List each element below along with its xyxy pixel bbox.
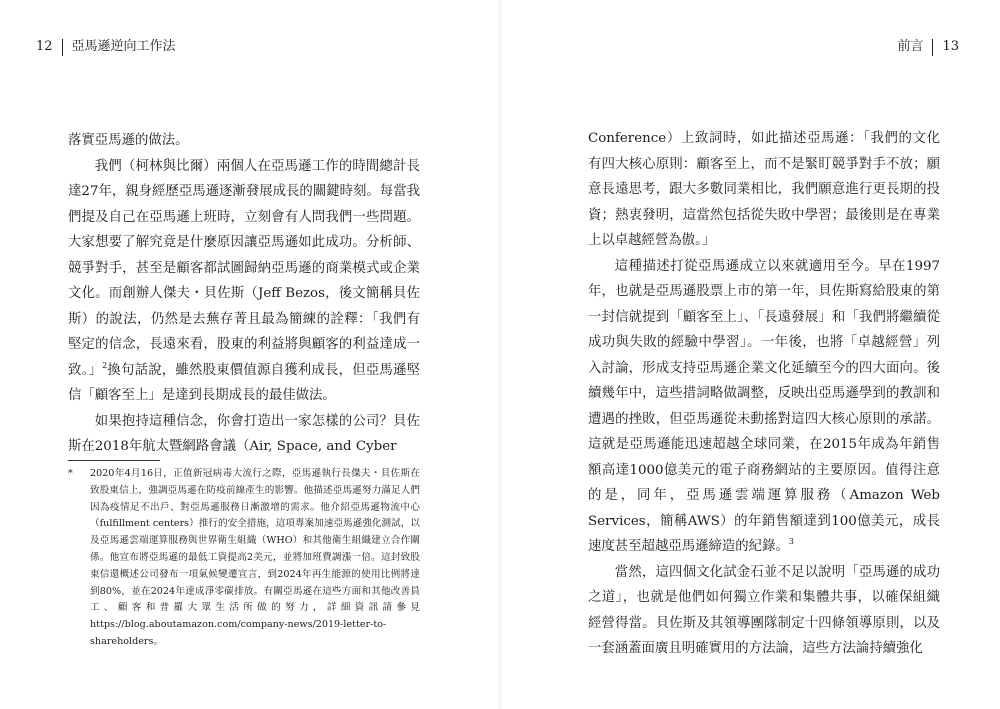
- header-divider: [62, 39, 63, 56]
- header-divider: [932, 39, 933, 56]
- right-page-header: [897, 38, 959, 56]
- footnote-marker: *: [68, 468, 73, 479]
- body-paragraph: [588, 254, 940, 560]
- paragraph-text: 換句話說，雖然股東價值源自獲利成長，但亞馬遜堅信「顧客至上」是達到長期成長的最佳做法。: [68, 362, 420, 403]
- body-paragraph: 落實亞馬遜的做法。: [68, 133, 189, 148]
- paragraph-text: 這種描述打從亞馬遜成立以來就適用至今。早在1997年，也就是亞馬遜股票上市的第一年，貝佐斯寫給股東的第一封信就提到「顧客至上」、「長遠發展」和「我們將繼續從成功與失敗的經驗中學習」。一年後，也將「卓越經營」列入討論，形成支持亞馬遜企業文化延續至今的四大面向。後續幾年中，這些措詞略做調整，反映出亞馬遜學到的教訓和遭遇的挫敗，但亞馬遜從未動搖對這四大核心原則的承諾。這就是亞馬遜能迅速超越全球同業，在2015年成為年銷售額高達1000億美元的電子商務網站的主要原因。值得注意的是，同年，亞馬遜雲端運算服務（Amazon Web Services，簡稱AWS）的年銷售額達到100億美元，成長速度甚至超越亞馬遜締造的紀錄。: [588, 258, 940, 554]
- running-title-chapter: 前言: [897, 39, 924, 54]
- right-page-body: [588, 126, 940, 662]
- footnote-rule: [68, 460, 160, 461]
- body-paragraph: 如果抱持這種信念，你會打造出一家怎樣的公司？貝佐斯在2018年航太暨網路會議（Air, Space, and Cyber: [68, 413, 420, 454]
- body-paragraph: 當然，這四個文化試金石並不足以說明「亞馬遜的成功之道」，也就是他們如何獨立作業和集體共事，以確保組織經營得當。貝佐斯及其領導團隊制定十四條領導原則，以及一套涵蓋面廣且明確實用的方法論，這些方法論持續強化: [588, 564, 940, 656]
- left-page-header: [36, 38, 176, 56]
- paragraph-text: 我們（柯林與比爾）兩個人在亞馬遜工作的時間總計長達27年，親身經歷亞馬遜逐漸發展成長的關鍵時刻。每當我們提及自己在亞馬遜上班時，立刻會有人問我們一些問題。大家想要了解究竟是什麼原因讓亞馬遜如此成功。分析師、競爭對手，甚至是顧客都試圖歸納亞馬遜的商業模式或企業文化。而創辦人傑夫・貝佐斯（Jeff Bezos，後文簡稱貝佐斯）的說法，仍然是去蕪存菁且最為簡練的詮釋：「我們有堅定的信念，長遠來看，股東的利益將與顧客的利益達成一致。」: [68, 158, 420, 378]
- footnote-text: 2020年4月16日，正值新冠病毒大流行之際，亞馬遜執行長傑夫・貝佐斯在致股東信上，強調亞馬遜在防疫前線產生的影響。他描述亞馬遜努力滿足人們因為疫情足不出戶、對亞馬遜服務日漸激增的需求。他介紹亞馬遜物流中心（fulfillment centers）推行的安全措施，這項專案加速亞馬遜強化測試，以及亞馬遜雲端運算服務與世界衛生組織（WHO）和其他衛生組織建立合作關係。他宣布將亞馬遜的最低工資提高2美元，並將加班費調漲一倍。這封致股東信還概述公司發布一項氣候變遷宣言，到2024年再生能源的使用比例將達到80%，並在2024年達成淨零碳排放。有關亞馬遜在這些方面和其他改善員工、顧客和普羅大眾生活所做的努力，詳細資訊請參見https://blog.aboutamazon.com/company-news/2019-letter-to-shareholders。: [90, 468, 420, 647]
- running-title-book: 亞馬遜逆向工作法: [71, 39, 176, 54]
- book-gutter: [498, 0, 502, 709]
- body-paragraph: Conference）上致詞時，如此描述亞馬遜：「我們的文化有四大核心原則：顧客至上，而不是緊盯競爭對手不放；願意長遠思考，跟大多數同業相比，我們願意進行更長期的投資；熱衷發明，這當然包括從失敗中學習；最後則是在專業上以卓越經營為傲。」: [588, 131, 940, 248]
- body-paragraph: [68, 154, 420, 409]
- right-page-number: 13: [942, 39, 959, 54]
- endnote-ref: 3: [788, 537, 794, 546]
- footnote: [68, 466, 420, 651]
- left-page-body: [68, 128, 420, 460]
- endnote-ref: 2: [102, 360, 108, 370]
- left-page-number: 12: [36, 39, 53, 54]
